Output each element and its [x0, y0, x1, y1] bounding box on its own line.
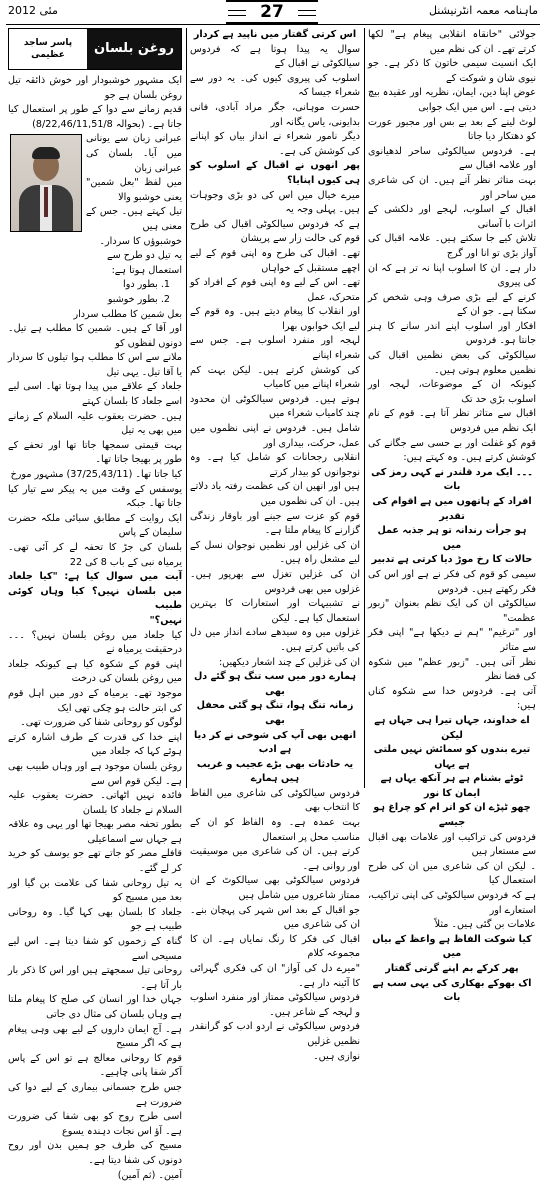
text-line: دار ہے۔ ان کا اسلوب اپنا نہ تر ہے کہ ان کی پیروی: [368, 262, 536, 289]
text-line: سیمی کو قوم کی فکر نے ہے اور اس کی فکر رکھتے ہیں۔ فردوس: [368, 568, 536, 595]
text-line: سیالکوٹی ان کی ایک نظم بعنوان "زبور عظمت": [368, 598, 536, 624]
text-line: استعمال ہوتا ہے:: [111, 264, 182, 276]
poetry-line: حالات کا رخ موڑ دیا کرتی ہے تدبیر: [371, 554, 533, 566]
text-line: غزلوں میں وہ سیدھے سادے انداز میں دل کی باتیں کرتے ہیں۔: [190, 627, 360, 653]
poetry-line: پھر کرکے بم اپنے گرتی گفتار: [385, 963, 519, 974]
list-item: 1. بطور دوا: [123, 279, 170, 291]
list-item: 2. بطور خوشبو: [107, 293, 170, 305]
text-line: بعل شمین کا مطلب سردار: [73, 308, 182, 320]
text-line: میرے خیال میں اس کی دو بڑی وجوہات ہیں۔ پہلی وجہ یہ: [190, 189, 360, 216]
text-line: ہیں اور انھیں ان کی عظمت رفتہ یاد دلاتے ہیں۔ ان کی نظموں میں: [190, 481, 360, 507]
text-line: جہاں خدا اور انسان کی صلح کا پیغام ملتا ہے وہاں بلسان کی مثال دی جاتی: [8, 994, 182, 1020]
text-line: بطور تحفہ مصر بھیجا تھا اور یہی وہ علاقہ ہے جہاں سے اسماعیلی: [8, 819, 182, 845]
article-author: پاسر ساجد عظیمی: [23, 38, 73, 60]
text-line: بہت عمدہ ہے۔ وہ الفاظ کو ان کے مناسب محل پر استعمال: [190, 817, 360, 843]
text-line: کی کوشش کرتے ہیں۔ لیکن بہت کم شعراء اپنانے میں کامیاب: [190, 364, 360, 391]
text-line: فردوس سیالکوٹی ممتاز اور منفرد اسلوب و لہجہ کے شاعر ہیں۔: [190, 992, 360, 1018]
text-line: قوم کا روحانی معالج ہے تو اس کے پاس آکر شفا پانی چاہیے۔: [8, 1052, 182, 1079]
text-line: یہ تیل روحانی شفا کی علامت بن گیا اور بعد میں مسیح کو: [8, 877, 182, 904]
text-line: اقبال کی فکر کا رنگ نمایاں ہے۔ ان کا مجموعہ کلام: [190, 933, 360, 960]
text-line: تھے۔ اقبال کی طرح وہ اپنی قوم کے لیے اچھے مستقبل کے خواہاں: [190, 247, 360, 274]
text-line: قوم کو عزت سے جینے اور باوقار زندگی گزارنے کا پیغام ملتا ہے۔: [190, 510, 360, 537]
text-line: نہیں؟": [149, 614, 182, 626]
poetry-line: افراد کے ہاتھوں میں ہے اقوام کی تقدیر: [372, 496, 532, 522]
poetry-line: ہو جرأت رندانہ تو ہر جذبہ عمل میں: [377, 525, 527, 551]
column-middle: [188, 28, 362, 1062]
text-line: آتی ہے۔ فردوس خدا سے شکوہ کناں ہیں:: [368, 685, 536, 712]
text-line: مسیح کی طرف جو ہمیں بدن اور روح دونوں کی شفا دیتا ہے۔: [8, 1140, 182, 1166]
text-line: جلعاد کے علاقے میں پیدا ہوتا تھا۔ اسی لیے اسے جلعاد کا بلسان کہتے: [8, 381, 182, 408]
text-line: تلاش کیے جا سکتے ہیں۔ علامہ اقبال کی آواز بڑی تو انا اور گرج: [368, 233, 536, 259]
text-line: آمین۔ (ثم آمین): [117, 1169, 182, 1181]
text-line: تھے۔ اس کے لیے وہ اپنی قوم کے افراد کو متحرک، عمل: [190, 277, 360, 303]
text-line: نظر آتی ہیں۔ "زبور عظم" میں شکوہ کی فضا نظر: [368, 656, 536, 683]
text-line: گناہ کے زخموں کو شفا دیتا ہے۔ اس لیے مسیحی اسے: [8, 936, 182, 962]
text-line: ہیں۔ حضرت یعقوب علیہ السلام کے زمانے میں بھی یہ تیل: [8, 410, 182, 437]
article-title-box: [8, 28, 182, 70]
poetry-line: انھیں بھی آپ کی شوخی نے کر دیا ہے ادب: [194, 729, 356, 756]
text-line: ۔ لیکن ان کی شاعری میں ان کی طرح استعمال کیا: [368, 860, 536, 887]
text-line: سوال یہ پیدا ہوتا ہے کہ فردوس سیالکوٹی نے اقبال کے: [190, 43, 360, 70]
poetry-line: اے خداوند، جہاں تیرا ہی جہاں ہے لیکن: [374, 714, 530, 741]
text-line: علامات بن گئی ہیں۔ مثلاً: [434, 919, 536, 931]
text-line: فردوس سیالکوٹی کی شاعری میں الفاظ کا انتخاب بھی: [190, 787, 360, 814]
page-header: [0, 0, 546, 24]
column-left: [6, 28, 184, 1181]
text-line: اسلوب کی پیروی کیوں کی۔ یہ دور سے شعراء جیسا کہ: [190, 72, 360, 99]
text-line: ہے۔ فردوس سیالکوٹی ساحر لدھیانوی اور علامہ اقبال سے: [368, 145, 536, 172]
text-line: فائدہ نہیں اٹھاتی۔ حضرت یعقوب علیہ السلام نے جلعاد کا بلسان: [8, 790, 182, 816]
text-line: نوازی ہیں۔: [313, 1050, 360, 1062]
poetry-line: اس کرتی گفتار میں ناپید ہے کردار: [193, 29, 357, 40]
poetry-line: ہمارے دور میں سب تنگ ہو گئے دل بھی: [193, 671, 356, 697]
text-line: انقلابی رجحانات کو شامل کیا ہے۔ وہ نوجوانوں کو بیدار کرتے: [190, 452, 360, 478]
text-line: ان کی غزلیں اور نظمیں نوجوان نسل کے لیے مشعل راہ ہیں۔: [190, 539, 360, 566]
text-line: کیونکہ ان کے موضوعات، لہجہ اور اسلوب بڑی حد تک: [368, 379, 536, 405]
column-divider: [364, 28, 365, 788]
poetry-line: زمانہ تنگ ہوا، تنگ ہو گئی محفل بھی: [196, 700, 354, 726]
text-line: یہ تیل دو طرح سے: [106, 250, 182, 262]
text-line: کرتے ہیں۔ ان کی شاعری میں موسیقیت اور روانی ہے۔: [190, 846, 360, 872]
text-line: فردوس سیالکوٹی نے اردو ادب کو گرانقدر نظمیں غزلیں: [190, 1021, 360, 1047]
text-line: دیگر نامور شعراء نے انداز بیاں کو اپنانے کی کوشش کی ہے۔: [190, 131, 360, 157]
text-line: تیل کہتے ہیں۔ جس کے معنی ہیں: [86, 206, 182, 232]
text-line: کیا جاتا تھا۔ (37/25,43/11) مشہور مورخ: [10, 469, 182, 481]
text-line: اور انقلاب کا پیغام دیتے ہیں۔ وہ قوم کے لیے ایک خوابوں بھرا: [190, 306, 360, 332]
text-line: اور آقا کے ہیں۔ شمین کا مطلب ہے تیل۔ دونوں لفظوں کو: [8, 323, 182, 349]
text-line: ایک مشہور خوشبودار اور خوش ذائقہ تیل روغن بلسان ہے جو: [8, 75, 182, 101]
text-line: سیالکوٹی کی بعض نظمیں اقبال کی نظمیں معلوم ہوتی ہیں۔: [368, 350, 536, 376]
header-rule: [6, 24, 540, 25]
page-number: 27: [226, 0, 318, 24]
text-line: لہجہ اور منفرد اسلوب ہے۔ جس سے شعراء اپنانے: [190, 335, 360, 362]
text-line: روغن بلسان موجود ہے اور وہاں طبیب بھی ہے۔ لیکن قوم اس سے: [8, 760, 182, 787]
text-line: جولائی "خانقاہ انقلابی پیغام ہے" لکھا کرتے تھے۔ ان کی نظم میں: [368, 29, 536, 55]
poetry-line: کیا شوکت الفاظ ہے واعظ کے بیاں میں: [372, 933, 532, 960]
column-divider: [186, 28, 187, 788]
text-line: عوض اپنا دین، ایمان، نظریہ اور عقیدہ بیچ دیتی ہے۔ اس میں ایک جوابی: [367, 87, 536, 113]
article-title: روغن بلسان: [87, 29, 181, 69]
text-line: کیا جلعاد میں روغن بلسان نہیں؟ ۔۔۔ درحقیقت یرمیاہ نے: [8, 629, 182, 656]
text-line: اقبال سے متاثر نظر آتا ہے۔ قوم کے نام ایک نظم میں فردوس: [368, 408, 536, 435]
text-line: شامل ہیں۔ فردوس نے اپنی نظموں میں عمل، حرکت، بیداری اور: [190, 423, 360, 449]
photo-tie: [44, 187, 48, 217]
text-line: ان کی غزلیں تغزل سے بھرپور ہیں۔ غزلوں میں بھی فردوس: [190, 568, 360, 595]
poetry-line: تیرے بندوں کو سمائش نہیں ملتی ہے یہاں: [373, 744, 531, 770]
photo-hair: [32, 147, 60, 159]
column-right: [366, 28, 538, 1004]
text-line: میں لفظ "بعل شمین" یعنی خوشبو والا: [86, 177, 182, 203]
text-line: اقبال کے اسلوب، لہجے اور دلکشی کے اثرات با آسانی: [368, 204, 536, 230]
text-line: قدیم زمانے سے دوا کے طور پر استعمال کیا جاتا ہے۔ (بحوالہ 8/22,46/11,51/8): [8, 104, 182, 130]
text-line: بہت قیمتی سمجھا جاتا تھا اور تحفے کے طور پر بھیجا جاتا تھا۔: [8, 439, 182, 466]
text-line: جس طرح جسمانی بیماری کے لیے دوا کی ضرورت ہے: [8, 1081, 182, 1108]
text-line: پھر انھوں نے اقبال کے اسلوب کو ہی کیوں اپنایا؟: [190, 160, 360, 186]
text-line: ہوتے ہیں۔ فردوس سیالکوٹی ان محدود چند کامیاب شعراء میں: [190, 393, 360, 420]
text-line: ملانے سے اس کا مطلب ہوا تیلوں کا سردار یا آقا تیل۔ یہی تیل: [8, 352, 182, 378]
text-line: جو اقبال کے بعد اس شہر کی پہچان بنے۔ ان کی شاعری میں: [190, 904, 360, 931]
text-line: یوسفس کے وقت میں یہ پیکر سے تیار کیا جاتا تھا۔ جبکہ: [8, 483, 182, 510]
text-line: روحانی تیل سمجھتے ہیں اور اس کا ذکر بار بار آتا ہے۔: [8, 965, 182, 991]
text-line: ان کی غزلیں کے چند اشعار دیکھیں:: [218, 656, 360, 668]
issue-date: مئی 2012: [8, 4, 58, 17]
text-line: اپنی قوم کے شکوہ کیا ہے کیونکہ جلعاد میں روغن بلسان کی درخت: [8, 658, 182, 685]
text-line: بلسان کی جڑ کا تحفہ لے کر آئی تھی۔ یرمیاہ نبی کے باب 8 کی 22: [8, 542, 182, 568]
text-line: اپنے خدا کی قدرت کے طرف اشارہ کرتے ہوئے کہا کہ جلعاد میں: [8, 731, 182, 758]
text-line: لوگوں کو روحانی شفا کی ضرورت تھی۔: [20, 717, 182, 729]
text-line: افکار اور اسلوب اپنے اندر سانے کا ہنر جانتا ہو۔ فردوس: [368, 320, 536, 347]
text-line: ایک انسیت سیمی خاتون کا ذکر ہے۔ جو نیوی شان و شوکت کے: [368, 58, 536, 84]
text-line: خوشبوؤں کا سردار۔: [99, 235, 182, 247]
text-line: اور "ترغیم" "ہم نے دیکھا ہے" اپنی فکر سے متاثر: [368, 627, 536, 653]
text-line: قوم کو غفلت اور بے حسی سے جگانے کی کوشش کرتے ہیں۔ وہ کہتے ہیں:: [368, 437, 536, 464]
text-line: نے تشبیہات اور استعارات کا بہترین استعمال کیا ہے۔ لیکن: [190, 598, 360, 624]
text-line: آیت میں سوال کیا ہے: "کیا جلعاد میں بلسان نہیں؟ کیا وہاں کوئی طبیب: [8, 571, 182, 612]
text-line: فردوس کی تراکیب اور علامات بھی اقبال سے مستعار ہیں: [368, 831, 536, 858]
poetry-line: یہ حادثات بھی بڑے عجیب و غریب ہیں ہمارے: [196, 758, 354, 785]
magazine-name: ماہنامہ معمہ انٹرنیشنل: [428, 4, 538, 17]
poetry-line: ۔۔۔ ایک مرد قلندر نے کہی رمز کی بات: [371, 466, 533, 493]
text-line: ہے کہ فردوس سیالکوٹی کی اپنی تراکیب، استعارے اور: [368, 890, 536, 916]
text-line: ایک روایت کے مطابق سبائی ملکہ حضرت سلیمان کے پاس: [8, 512, 182, 539]
text-line: اسی طرح روح کو بھی شفا کی ضرورت ہے۔ آؤ اس نجات دہندہ یسوع: [8, 1111, 182, 1137]
text-line: لوٹ لینے کے بعد بے بس اور مجبور عورت کو دھتکار دیا جاتا: [368, 116, 536, 143]
text-line: "میرے دل کی آواز" ان کی فکری گہرائی کا آئینہ دار ہے۔: [190, 963, 360, 989]
text-line: موجود تھے۔ یرمیاہ کے دور میں اہل قوم کی ابتر حالت ہو چکی تھی ایک: [8, 687, 182, 714]
text-line: بہت متاثر نظر آتے ہیں۔ ان کی شاعری میں ساحر اور: [368, 174, 536, 201]
author-photo: [10, 134, 82, 232]
text-line: ہے کہ فردوس سیالکوٹی اقبال کی طرح قوم کی حالت زار سے پریشان: [190, 218, 360, 245]
poetry-line: اک بھوکے بھکاری کی یہی سب ہے بات: [372, 977, 532, 1004]
text-line: عبرانی زبان سے یونانی میں آیا۔ بلسان کی عبرانی زبان: [86, 133, 182, 174]
text-line: کرنے کے لیے بڑی صرف وہی شخص کر سکتا ہے۔ جو ان کے: [368, 291, 536, 318]
poetry-line: ٹوٹے بشنام ہے ہر آنکھ یہاں ہے ایمان کا نور: [380, 773, 524, 799]
text-line: حسرت موہانی، جگر مراد آبادی، فانی بدایونی، یاس یگانہ اور: [190, 101, 360, 128]
text-line: جلعاد کا بلسان بھی کہا گیا۔ وہ روحانی طبیب ہے جو: [8, 906, 182, 933]
text-line: فردوس سیالکوٹی بھی سیالکوٹ کے ان ممتاز شاعروں میں شامل ہیں: [190, 875, 360, 902]
poetry-line: چھو ٹپڑے ان کو اتر ام کو چراغ ہو جیسے: [373, 802, 531, 829]
text-line: ہے۔ آج ایمان داروں کے لیے بھی وہی پیغام ہے کہ اگر مسیح: [8, 1023, 182, 1050]
text-line: قافلے مصر کو جاتے تھے جو یوسف کو خرید کر لے گئے۔: [8, 848, 182, 875]
